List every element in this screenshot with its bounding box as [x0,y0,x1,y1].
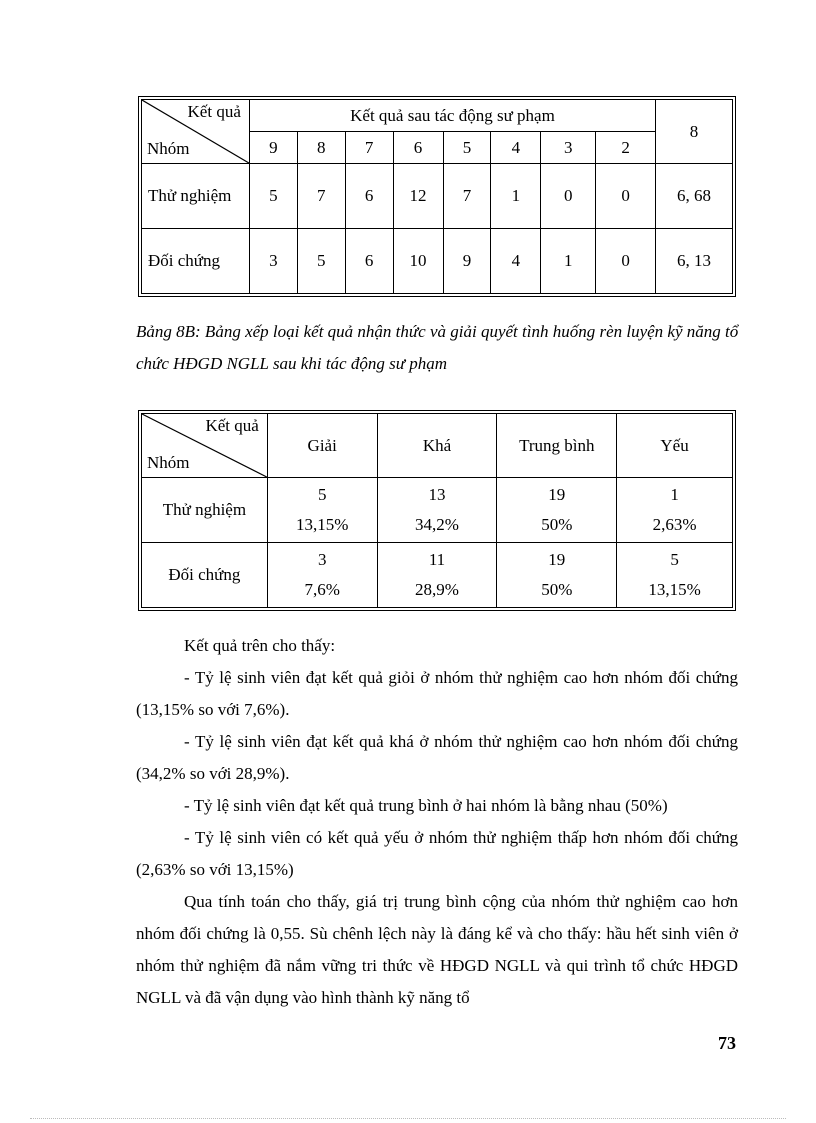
score-header: 5 [443,132,491,164]
percent-value: 34,2% [415,515,459,534]
table-cell: 4 [491,229,541,294]
count-value: 11 [428,550,446,569]
count-value: 19 [548,485,566,504]
table-cell [267,543,377,608]
score-header: 2 [596,132,656,164]
table-cell [617,543,733,608]
table-cell: 0 [596,164,656,229]
table-cell [377,543,497,608]
percent-value: 50% [541,515,573,534]
count-value: 5 [670,550,679,569]
count-value: 19 [548,550,566,569]
table-cell [267,478,377,543]
count-value: 13 [428,485,446,504]
paragraph-bullet: - Tỷ lệ sinh viên đạt kết quả khá ở nhóm thử nghiệm cao hơn nhóm đối chứng (34,2% so với 28,9%). [136,732,738,783]
count-value: 1 [670,485,679,504]
table-cell: 5 [249,164,297,229]
percent-value: 7,6% [304,580,340,599]
corner-group-label: Nhóm [147,139,190,158]
percent-value: 2,63% [652,515,697,534]
paragraph-intro: Kết quả trên cho thấy: [184,636,336,655]
table-cell [497,543,617,608]
paragraph-bullet: - Tỷ lệ sinh viên có kết quả yếu ở nhóm thử nghiệm thấp hơn nhóm đối chứng (2,63% so với 13,15%) [136,828,738,879]
body-text [136,630,738,1014]
mean-cell: 6, 68 [656,164,733,229]
table-caption: Bảng 8B: Bảng xếp loại kết quả nhận thức và giải quyết tình huống rèn luyện kỹ năng tổ chức HĐGD NGLL sau khi tác động sư phạm [136,322,739,373]
corner-group-label: Nhóm [147,453,190,472]
count-value: 5 [317,485,327,504]
column-header: Giải [267,414,377,478]
page-bottom-rule [30,1118,786,1119]
corner-result-label: Kết quả [187,102,241,121]
column-header: Trung bình [497,414,617,478]
table-cell [377,478,497,543]
table-row [142,478,733,543]
table-row [142,543,733,608]
corner-result-label: Kết quả [205,416,259,435]
table-cell: 1 [491,164,541,229]
column-header: Yếu [617,414,733,478]
classification-table [141,413,733,608]
score-distribution-table [141,99,733,294]
percent-value: 13,15% [295,515,349,534]
score-header: 9 [249,132,297,164]
table-cell [497,478,617,543]
score-header: 7 [345,132,393,164]
percent-value: 13,15% [648,580,701,599]
paragraph-conclusion: Qua tính toán cho thấy, giá trị trung bình cộng của nhóm thử nghiệm cao hơn nhóm đối chứng là 0,55. Sù chênh lệch này là đáng kể và cho thấy: hầu hết sinh viên ở nhóm thử nghiệm đã nắm vững tri thức về HĐGD NGLL và qui trình tổ chức HĐGD NGLL và đã vận dụng vào hình thành kỹ năng tổ [136,892,738,1007]
table-cell [617,478,733,543]
table-cell: 1 [541,229,596,294]
percent-value: 50% [541,580,573,599]
table-cell: 9 [443,229,491,294]
table-cell: 6 [345,229,393,294]
row-group-label: Thử nghiệm [142,478,268,543]
percent-value: 28,9% [415,580,459,599]
row-group-label: Thử nghiệm [142,164,250,229]
column-header: Khá [377,414,497,478]
table-cell: 7 [443,164,491,229]
score-header: 8 [297,132,345,164]
row-group-label: Đối chứng [142,229,250,294]
row-group-label: Đối chứng [142,543,268,608]
mean-cell: 6, 13 [656,229,733,294]
table2-corner-header [142,414,268,478]
count-value: 3 [317,550,327,569]
table-row [142,229,733,294]
mean-header: 8 [656,100,733,164]
table-cell: 3 [249,229,297,294]
table-cell: 7 [297,164,345,229]
table-cell: 12 [393,164,443,229]
table-cell: 6 [345,164,393,229]
table-cell: 0 [596,229,656,294]
table-cell: 10 [393,229,443,294]
group-header: Kết quả sau tác động sư phạm [249,100,655,132]
table-row [142,164,733,229]
table-cell: 5 [297,229,345,294]
score-header: 4 [491,132,541,164]
score-header: 3 [541,132,596,164]
paragraph-bullet: - Tỷ lệ sinh viên đạt kết quả giỏi ở nhóm thử nghiệm cao hơn nhóm đối chứng (13,15% so với 7,6%). [136,668,738,719]
score-header: 6 [393,132,443,164]
table-cell: 0 [541,164,596,229]
table1-corner-header [142,100,250,164]
paragraph-bullet: - Tỷ lệ sinh viên đạt kết quả trung bình ở hai nhóm là bằng nhau (50%) [184,796,668,815]
page-number: 73 [718,1033,736,1053]
